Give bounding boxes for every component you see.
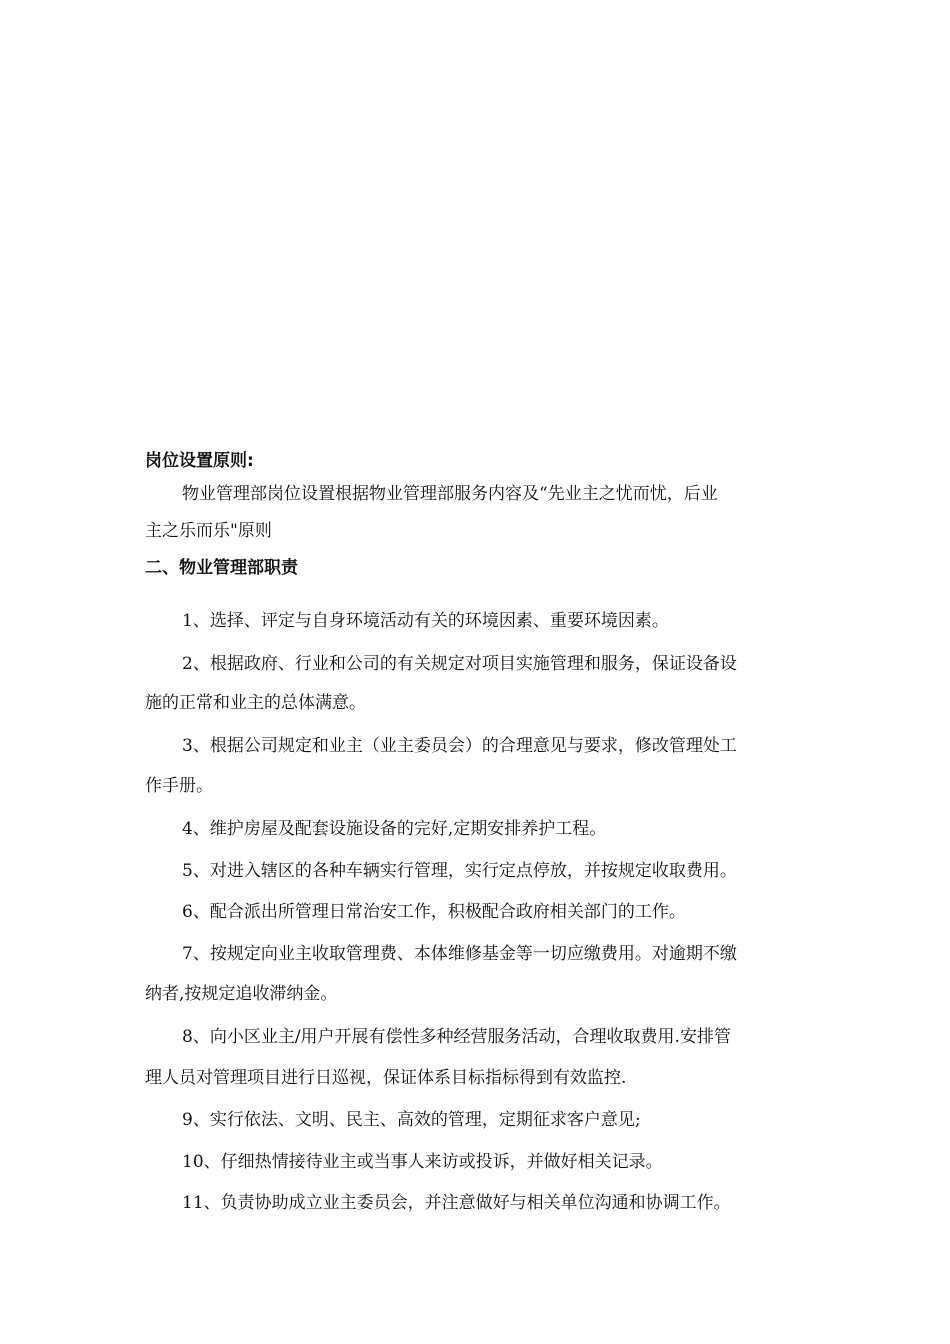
- list-item: 7、按规定向业主收取管理费、本体维修基金等一切应缴费用。对逾期不缴: [182, 944, 737, 964]
- list-item: 1、选择、评定与自身环境活动有关的环境因素、重要环境因素。: [182, 611, 669, 631]
- list-item-continuation: 作手册。: [145, 776, 213, 796]
- list-item-continuation: 施的正常和业主的总体满意。: [145, 693, 366, 713]
- list-item-continuation: 理人员对管理项目进行日巡视，保证体系目标指标得到有效监控.: [145, 1068, 627, 1088]
- list-item: 9、实行依法、文明、民主、高效的管理，定期征求客户意见;: [182, 1110, 641, 1130]
- list-item: 3、根据公司规定和业主（业主委员会）的合理意见与要求，修改管理处工: [182, 736, 737, 756]
- paragraph-line: 主之乐而乐"原则: [145, 521, 272, 541]
- section-heading-post-principles: 岗位设置原则:: [145, 451, 254, 471]
- list-item: 5、对进入辖区的各种车辆实行管理，实行定点停放，并按规定收取费用。: [182, 861, 737, 881]
- list-item: 2、根据政府、行业和公司的有关规定对项目实施管理和服务，保证设备设: [182, 654, 737, 674]
- list-item-continuation: 纳者,按规定追收滞纳金。: [145, 984, 338, 1004]
- list-item: 4、维护房屋及配套设施设备的完好,定期安排养护工程。: [182, 819, 607, 839]
- list-item: 6、配合派出所管理日常治安工作，积极配合政府相关部门的工作。: [182, 902, 686, 922]
- paragraph-line: 物业管理部岗位设置根据物业管理部服务内容及“先业主之忧而忧，后业: [182, 484, 718, 504]
- list-item: 8、向小区业主/用户开展有偿性多种经营服务活动，合理收取费用.安排管: [182, 1027, 731, 1047]
- list-item: 10、仔细热情接待业主或当事人来访或投诉，并做好相关记录。: [182, 1152, 663, 1172]
- section-heading-duties: 二、物业管理部职责: [145, 558, 298, 578]
- list-item: 11、负责协助成立业主委员会，并注意做好与相关单位沟通和协调工作。: [182, 1193, 731, 1213]
